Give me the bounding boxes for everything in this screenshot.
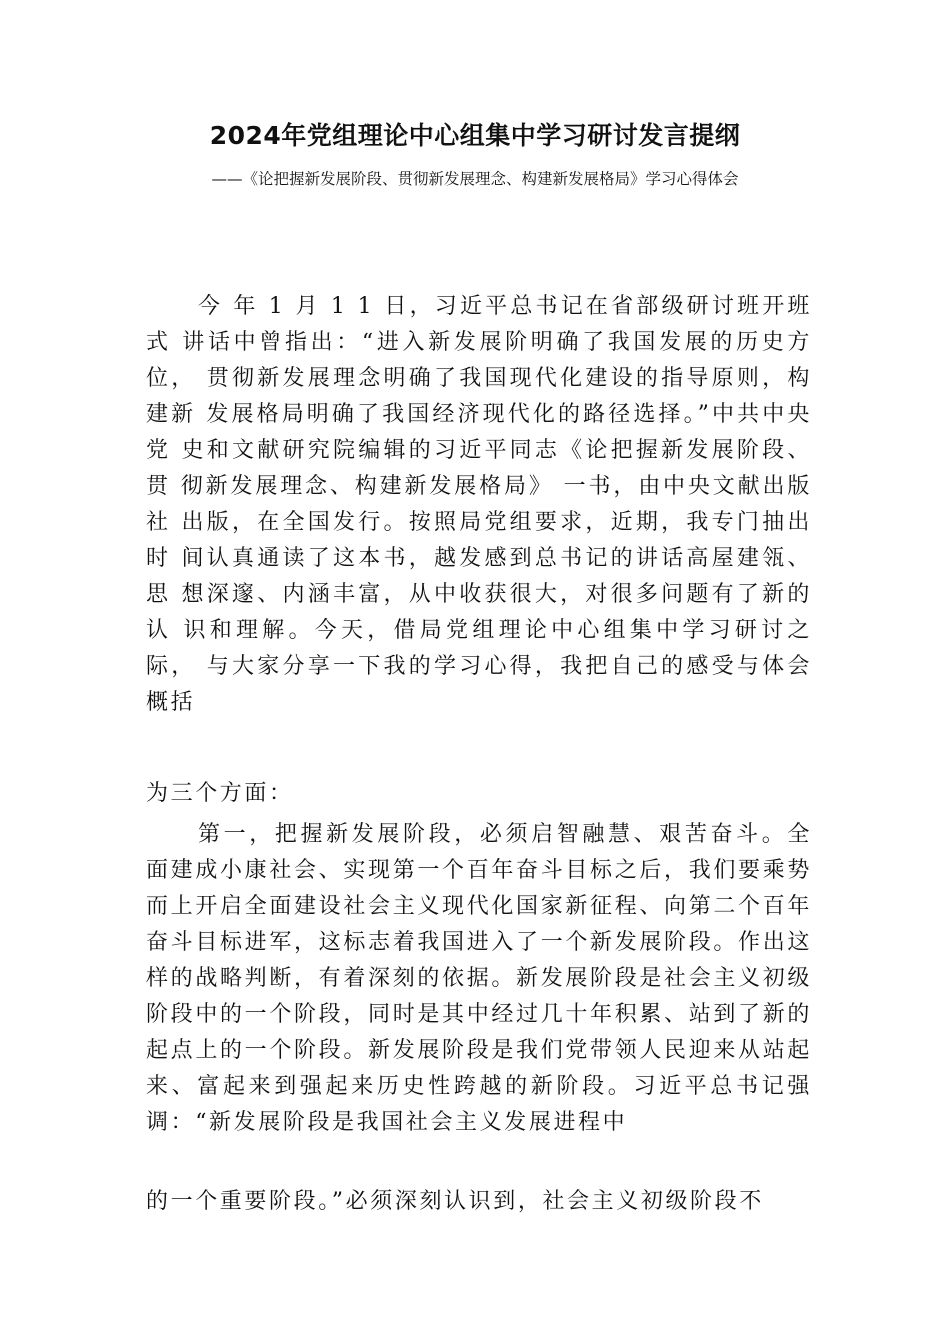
- paragraph-intro: 今 年 1 月 1 1 日，习近平总书记在省部级研讨班开班式 讲话中曾指出：“进入新发展阶明确了我国发展的历史方位， 贯彻新发展理念明确了我国现代化建设的指导原则，构建新 发展格局明确了我国经济现代化的路径选择。”中共中央党 史和文献研究院编辑的习近平同志《论把握新发展阶段、贯 彻新发展理念、构建新发展格局》 一书，由中央文献出版社 出版，在全国发行。按照局党组要求，近期，我专门抽出时 间认真通读了这本书，越发感到总书记的讲话高屋建瓴、思 想深邃、内涵丰富，从中收获很大，对很多问题有了新的认 识和理解。今天，借局党组理论中心组集中学习研讨之际， 与大家分享一下我的学习心得，我把自己的感受与体会概括: [146, 294, 812, 715]
- document-subtitle: ——《论把握新发展阶段、贯彻新发展理念、构建新发展格局》学习心得体会: [211, 170, 739, 188]
- document-title: 2024年党组理论中心组集中学习研讨发言提纲: [209, 121, 741, 150]
- paragraph-first-point: 第一，把握新发展阶段，必须启智融慧、艰苦奋斗。全面建成小康社会、实现第一个百年奋斗目标之后，我们要乘势而上开启全面建设社会主义现代化国家新征程、向第二个百年奋斗目标进军，这标志着我国进入了一个新发展阶段。作出这样的战略判断，有着深刻的依据。新发展阶段是社会主义初级阶段中的一个阶段，同时是其中经过几十年积累、站到了新的起点上的一个阶段。新发展阶段是我们党带领人民迎来从站起来、富起来到强起来历史性跨越的新阶段。习近平总书记强调：“新发展阶段是我国社会主义发展进程中: [146, 822, 812, 1135]
- paragraph-first-point-tail: 的一个重要阶段。”必须深刻认识到，社会主义初级阶段不: [146, 1189, 764, 1214]
- paragraph-intro-tail: 为三个方面：: [146, 781, 294, 806]
